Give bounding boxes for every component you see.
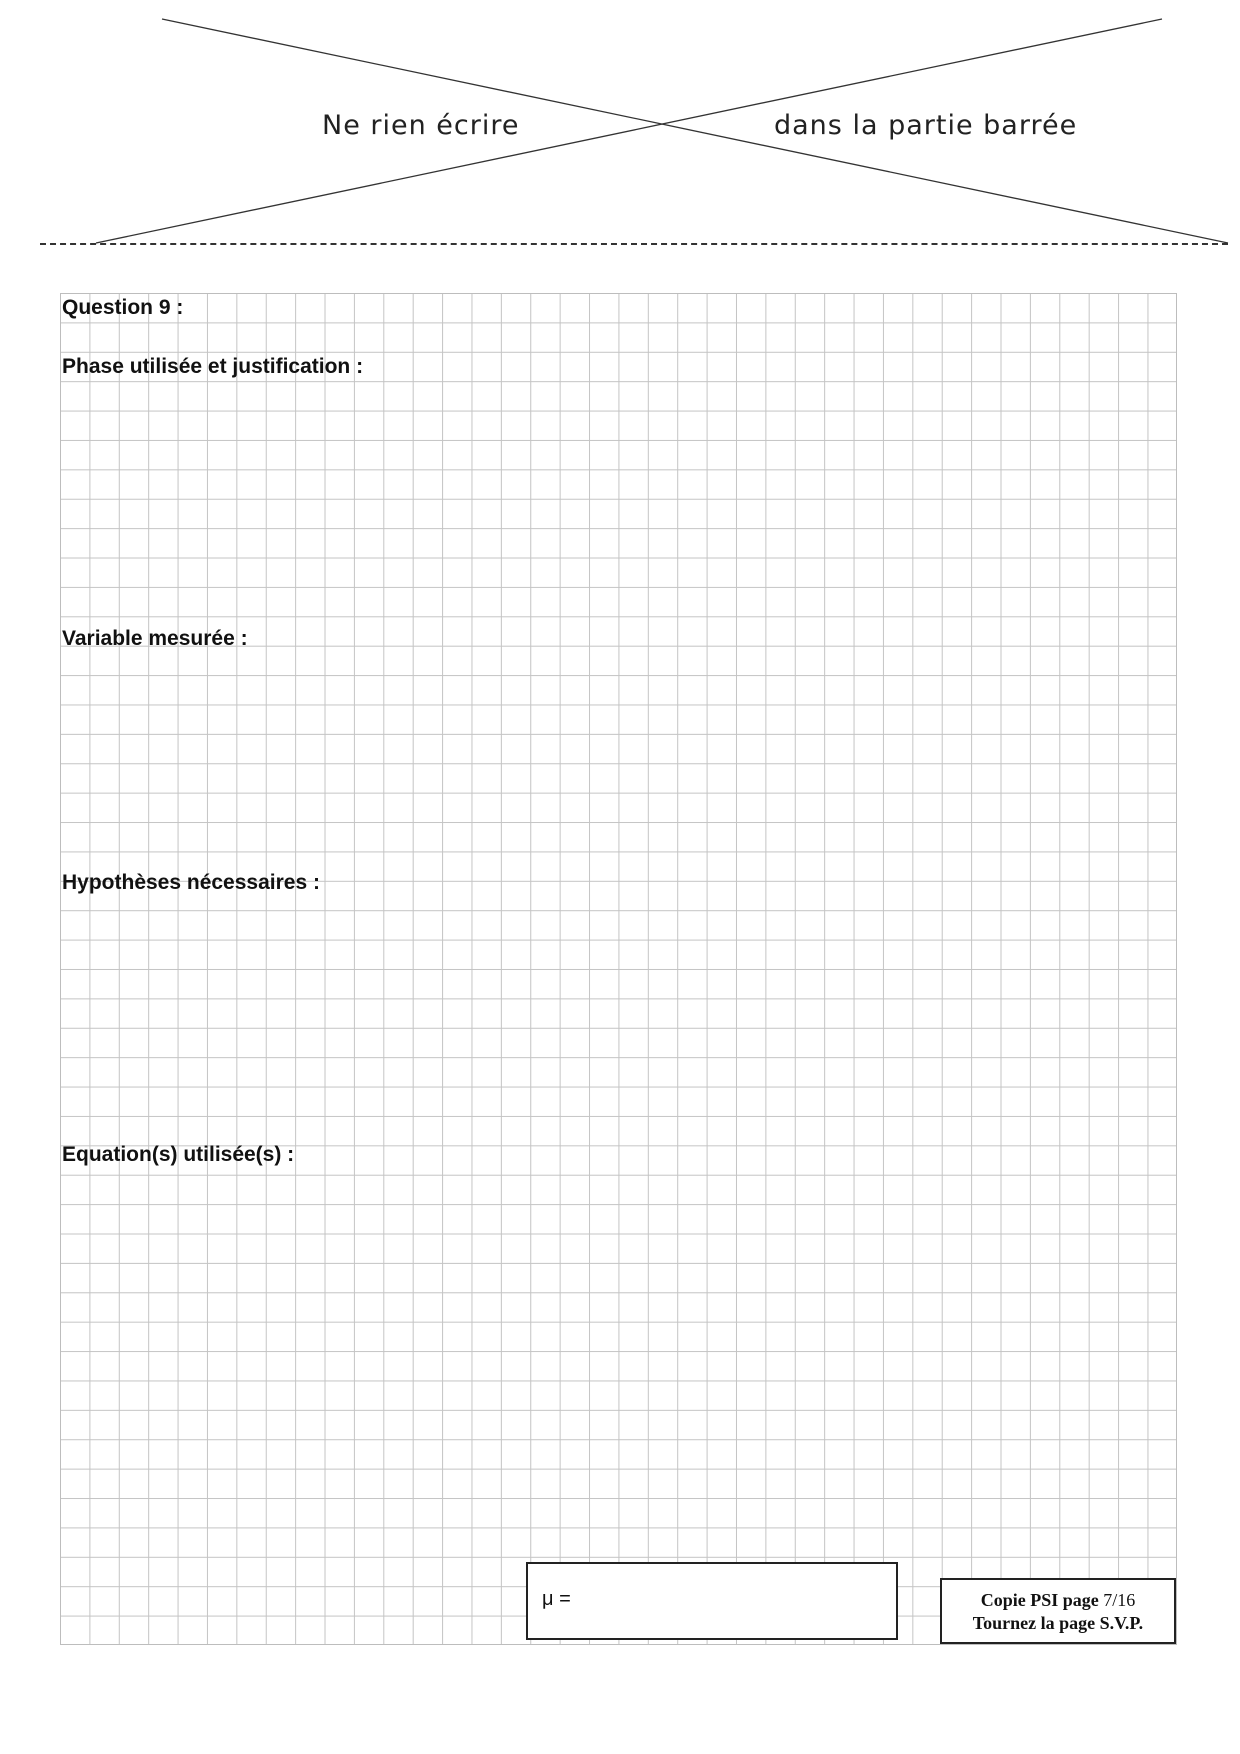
page-info-line [942, 1590, 1174, 1611]
answer-grid[interactable] [60, 293, 1177, 1645]
turn-page-note: Tournez la page S.V.P. [972, 1613, 1144, 1633]
mu-result-box[interactable] [526, 1562, 898, 1640]
section-label-variable: Variable mesurée : [62, 627, 248, 650]
barred-zone-text-right: dans la partie barrée [774, 110, 1078, 141]
section-label-phase: Phase utilisée et justification : [62, 355, 364, 378]
mu-label: μ = [542, 1588, 571, 1610]
barred-zone-text-left: Ne rien écrire [322, 110, 520, 141]
page-number: 7/16 [1103, 1590, 1136, 1610]
section-label-equations: Equation(s) utilisée(s) : [62, 1143, 295, 1166]
page-info-box [940, 1578, 1176, 1644]
section-label-hypotheses: Hypothèses nécessaires : [62, 871, 320, 894]
question-title: Question 9 : [62, 296, 184, 319]
cut-line-divider [40, 243, 1228, 245]
page-prefix: Copie PSI page [980, 1590, 1099, 1610]
